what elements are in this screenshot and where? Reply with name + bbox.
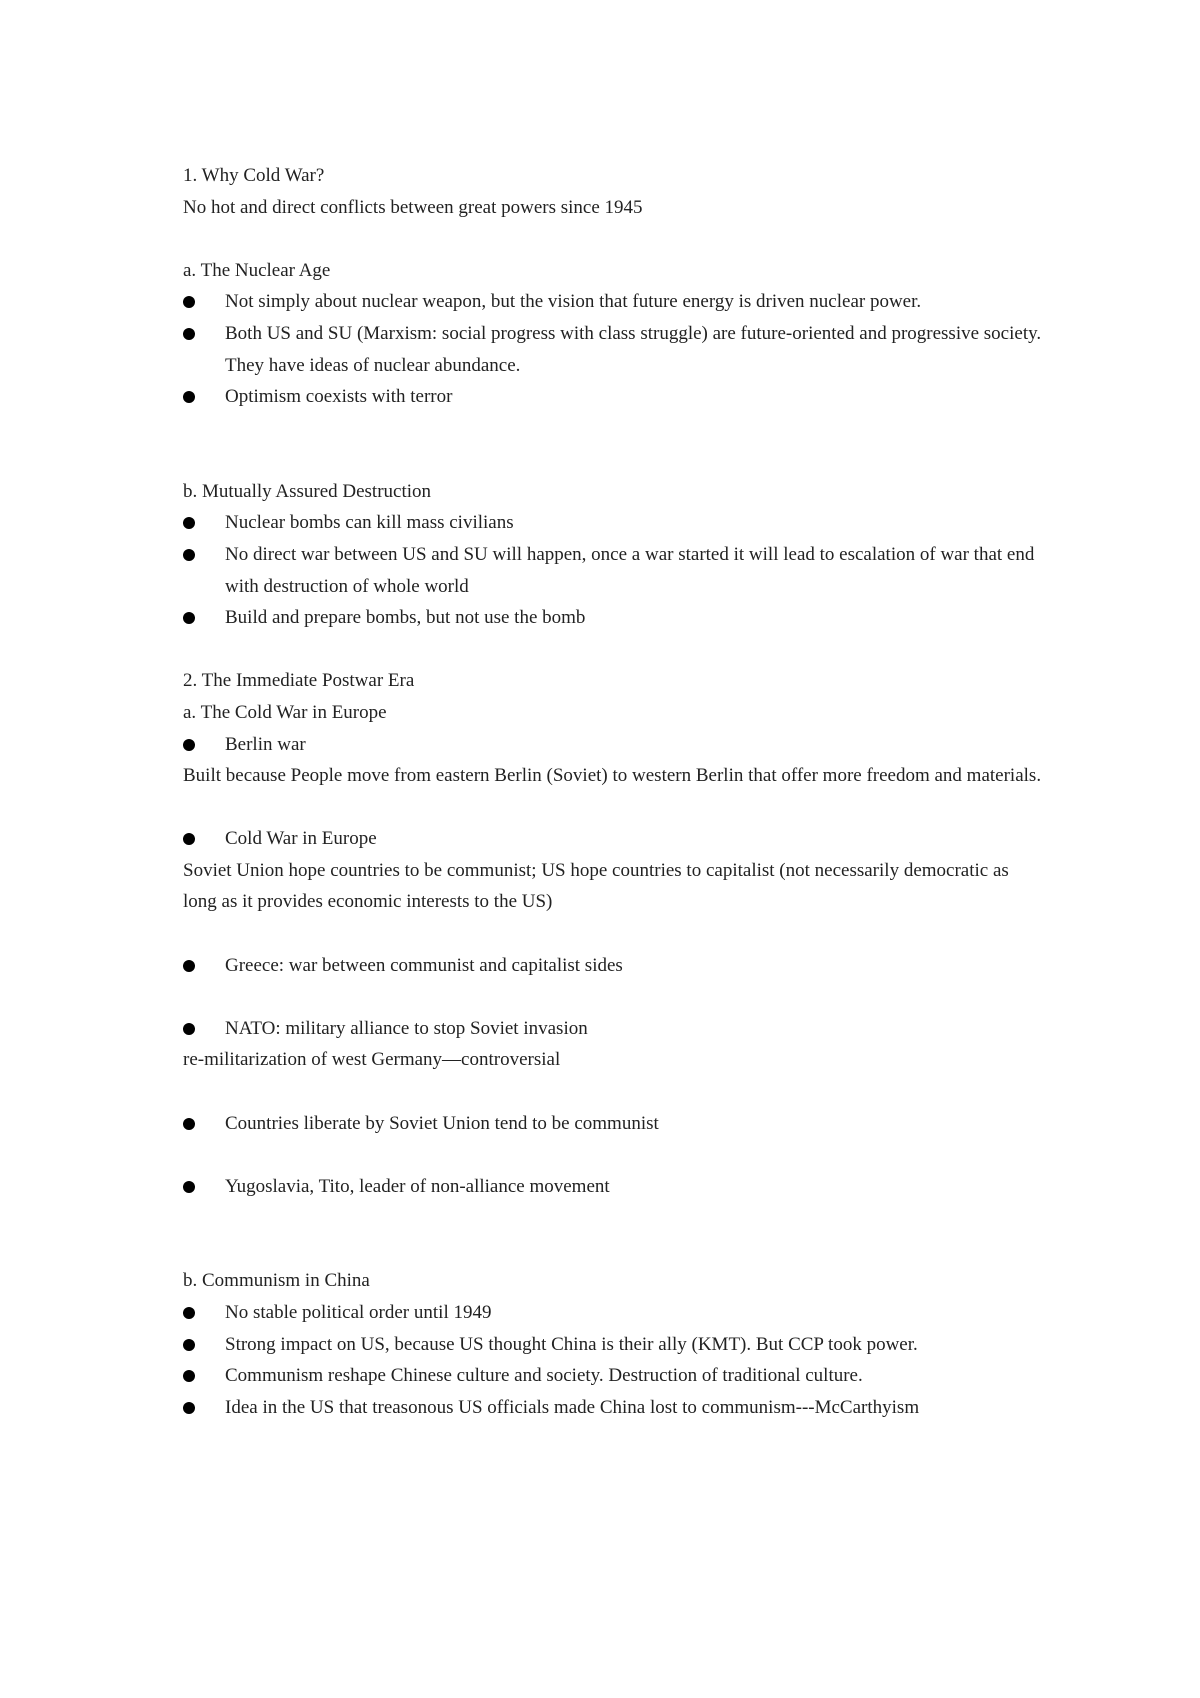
bullet-icon [183,517,195,529]
bullet-icon [183,1118,195,1130]
bullet-icon [183,549,195,561]
bullet-icon [183,739,195,751]
subsection-heading-mad: b. Mutually Assured Destruction [183,480,432,502]
bullet-icon [183,328,195,340]
list-item [183,1392,1043,1424]
list-item [183,823,1043,855]
paragraph: Soviet Union hope countries to be communist; US hope countries to capitalist (not necessarily democratic as long as it provides economic interests to the US) [183,859,1009,913]
list-item [183,1329,1043,1361]
bullet-icon [183,1370,195,1382]
list-item-text: NATO: military alliance to stop Soviet invasion [225,1017,588,1039]
list-item [183,507,1043,539]
bullet-icon [183,960,195,972]
subsection-heading-china: b. Communism in China [183,1270,370,1292]
list-item-text: Build and prepare bombs, but not use the bomb [225,607,586,629]
paragraph: No hot and direct conflicts between great powers since 1945 [183,196,643,218]
list-item-text: No stable political order until 1949 [225,1302,492,1323]
list-item-text: Strong impact on US, because US thought China is their ally (KMT). But CCP took power. [225,1333,918,1355]
list-item-text: Berlin war [225,733,306,755]
list-item-text: No direct war between US and SU will happen, once a war started it will lead to escalation of war that end with destruction of whole world [225,543,1035,597]
list-item [183,602,1043,634]
list-item-text: Optimism coexists with terror [225,386,453,408]
list-item [183,539,1043,602]
section-heading-1: 1. Why Cold War? [183,165,325,186]
bullet-icon [183,1181,195,1193]
bullet-icon [183,833,195,845]
list-item-text: Idea in the US that treasonous US officials made China lost to communism---McCarthyism [225,1396,920,1418]
list-item [183,1013,1043,1045]
list-item [183,1297,1043,1329]
list-item-text: Not simply about nuclear weapon, but the vision that future energy is driven nuclear power. [225,291,922,313]
list-item [183,1108,1043,1140]
list-item-text: Both US and SU (Marxism: social progress with class struggle) are future-oriented and progressive society. They have ideas of nuclear abundance. [225,322,1042,376]
bullet-icon [183,1023,195,1035]
paragraph: re-militarization of west Germany—controversial [183,1049,561,1071]
bullet-icon [183,1339,195,1351]
list-item-text: Communism reshape Chinese culture and society. Destruction of traditional culture. [225,1365,863,1387]
paragraph: Built because People move from eastern Berlin (Soviet) to western Berlin that offer more freedom and materials. [183,765,1042,787]
bullet-icon [183,1402,195,1414]
list-item-text: Yugoslavia, Tito, leader of non-alliance movement [225,1175,610,1197]
list-item-text: Nuclear bombs can kill mass civilians [225,512,514,534]
list-item [183,286,1043,318]
list-item-text: Cold War in Europe [225,828,377,850]
list-item [183,1171,1043,1203]
section-heading-2: 2. The Immediate Postwar Era [183,670,415,692]
list-item [183,1360,1043,1392]
list-item [183,381,1043,413]
document-page [183,160,1043,1423]
bullet-icon [183,1307,195,1319]
subsection-heading-europe: a. The Cold War in Europe [183,701,387,723]
bullet-icon [183,391,195,403]
bullet-icon [183,612,195,624]
subsection-heading-nuclear-age: a. The Nuclear Age [183,259,331,281]
list-item [183,318,1043,381]
list-item-text: Greece: war between communist and capitalist sides [225,954,623,976]
bullet-icon [183,296,195,308]
list-item [183,950,1043,982]
list-item [183,729,1043,761]
list-item-text: Countries liberate by Soviet Union tend to be communist [225,1112,659,1134]
